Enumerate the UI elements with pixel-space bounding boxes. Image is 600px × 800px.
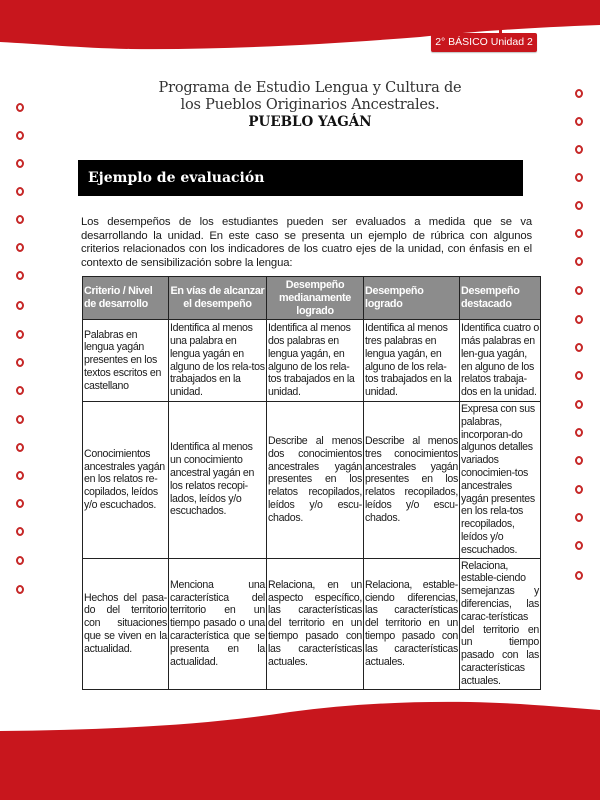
right-marker-icon — [575, 257, 583, 266]
level-cell: Describe al menos dos conocimientos ancestrales yagán presentes en los relatos recopilados, leídos y/o escu-chados. — [267, 402, 364, 559]
intro-paragraph: Los desempeños de los estudiantes pueden ser evaluados a medida que se va desarrollando la unidad. En este caso se presenta un ejemplo de rúbrica con algunos criterios relacionados con los indicadores de los cuatro ejes de la unidad, con énfasis en el contexto de sensibilización sobre la lengua: — [81, 216, 532, 269]
right-marker-icon — [575, 571, 583, 580]
right-marker-icon — [575, 343, 583, 352]
level-cell: Identifica al menos un conocimiento ancestral yagán en los relatos recopi-lados, leídos y/o escuchados. — [169, 402, 267, 559]
level-cell: Identifica cuatro o más palabras en len-gua yagán, en alguno de los relatos trabaja-dos en la unidad. — [460, 320, 541, 402]
bottom-wave-decoration — [0, 690, 600, 800]
left-marker-icon — [16, 243, 24, 252]
evaluation-rubric-table — [82, 276, 541, 690]
left-marker-icon — [16, 358, 24, 367]
badge-stem — [499, 20, 502, 34]
right-marker-icon — [575, 428, 583, 437]
left-marker-icon — [16, 499, 24, 508]
left-marker-icon — [16, 103, 24, 112]
criterion-cell: Hechos del pasa-do del territorio con situaciones que se viven en la actualidad. — [83, 558, 169, 689]
right-marker-icon — [575, 145, 583, 154]
left-marker-icon — [16, 415, 24, 424]
left-marker-icon — [16, 159, 24, 168]
column-header-achieved: Desempeño logrado — [364, 277, 460, 320]
left-marker-icon — [16, 271, 24, 280]
right-marker-icon — [575, 485, 583, 494]
title-line-2: los Pueblos Originarios Ancestrales. — [180, 97, 440, 113]
grade-unit-badge: 2° BÁSICO Unidad 2 — [431, 33, 537, 52]
table-row — [83, 320, 541, 402]
left-marker-icon — [16, 131, 24, 140]
criterion-cell: Palabras en lengua yagán presentes en los textos escritos en castellano — [83, 320, 169, 402]
left-marker-icon — [16, 527, 24, 536]
right-marker-icon — [575, 513, 583, 522]
title-people-name: PUEBLO YAGÁN — [248, 114, 372, 130]
right-marker-icon — [575, 229, 583, 238]
level-cell: Identifica al menos dos palabras en lengua yagán, en alguno de los rela-tos trabajados en la unidad. — [267, 320, 364, 402]
left-marker-icon — [16, 585, 24, 594]
table-row — [83, 558, 541, 689]
section-heading: Ejemplo de evaluación — [78, 160, 523, 196]
level-cell: Relaciona, estable-ciendo diferencias, las características del territorio en un tiempo pasado con las características actuales. — [364, 558, 460, 689]
column-header-outstanding: Desempeño destacado — [460, 277, 541, 320]
left-marker-icon — [16, 187, 24, 196]
column-header-developing: En vías de alcanzar el desempeño — [169, 277, 267, 320]
column-header-criterion: Criterio / Nivel de desarrollo — [83, 277, 169, 320]
right-marker-icon — [575, 456, 583, 465]
title-line-1: Programa de Estudio Lengua y Cultura de — [158, 80, 462, 96]
left-marker-icon — [16, 443, 24, 452]
right-marker-icon — [575, 371, 583, 380]
column-header-partially-achieved: Desempeño medianamente logrado — [267, 277, 364, 320]
left-marker-icon — [16, 301, 24, 310]
right-marker-icon — [575, 315, 583, 324]
left-marker-icon — [16, 330, 24, 339]
level-cell: Relaciona, en un aspecto específico, las características del territorio en un tiempo pasado con las características actuales. — [267, 558, 364, 689]
document-title — [100, 80, 520, 131]
right-marker-icon — [575, 173, 583, 182]
right-marker-icon — [575, 201, 583, 210]
table-row — [83, 402, 541, 559]
level-cell: Identifica al menos una palabra en lengua yagán en alguno de los rela-tos trabajados en la unidad. — [169, 320, 267, 402]
left-marker-icon — [16, 215, 24, 224]
table-header-row — [83, 277, 541, 320]
level-cell: Expresa con sus palabras, incorporan-do algunos detalles variados conocimien-tos ancestrales yagán presentes en los rela-tos recopilados, leídos y/o escuchados. — [460, 402, 541, 559]
left-marker-icon — [16, 556, 24, 565]
left-marker-icon — [16, 386, 24, 395]
criterion-cell: Conocimientos ancestrales yagán en los relatos re-copilados, leídos y/o escuchados. — [83, 402, 169, 559]
level-cell: Identifica al menos tres palabras en lengua yagán, en alguno de los rela-tos trabajados en la unidad. — [364, 320, 460, 402]
right-marker-icon — [575, 286, 583, 295]
level-cell: Menciona una característica del territorio en un tiempo pasado o una característica que se presenta en la actualidad. — [169, 558, 267, 689]
left-marker-icon — [16, 471, 24, 480]
level-cell: Relaciona, estable-ciendo semejanzas y diferencias, las carac-terísticas del territorio en un tiempo pasado con las características actuales. — [460, 558, 541, 689]
right-marker-icon — [575, 117, 583, 126]
right-marker-icon — [575, 89, 583, 98]
right-marker-icon — [575, 400, 583, 409]
level-cell: Describe al menos tres conocimientos ancestrales yagán presentes en los relatos recopilados, leídos y/o escu-chados. — [364, 402, 460, 559]
right-marker-icon — [575, 541, 583, 550]
